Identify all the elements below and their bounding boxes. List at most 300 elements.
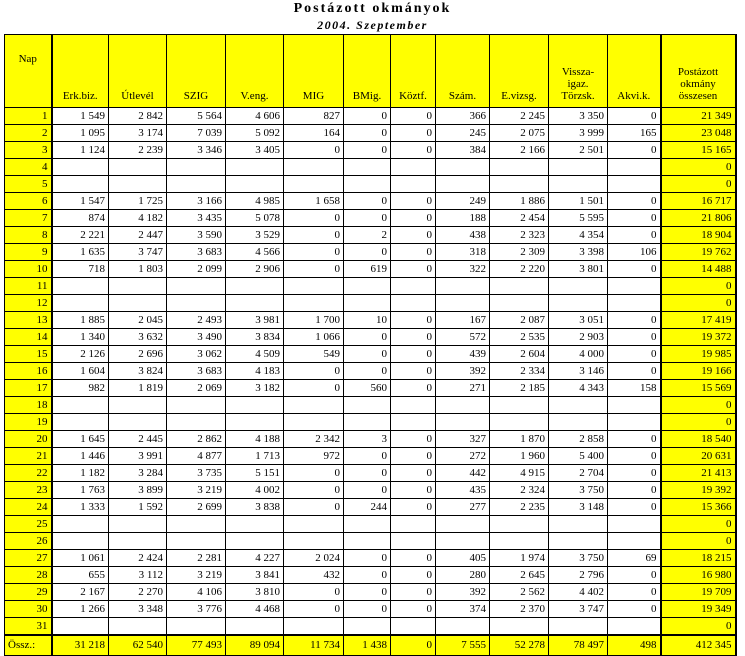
day-cell: 16 (5, 363, 52, 380)
table-row (5, 465, 736, 482)
value-cell-akvik (608, 278, 661, 295)
value-cell-visszaig: 3 750 (549, 482, 608, 499)
value-cell-akvik: 69 (608, 550, 661, 567)
day-cell: 23 (5, 482, 52, 499)
value-cell-szam (436, 516, 490, 533)
table-row (5, 601, 736, 618)
value-cell-akvik (608, 397, 661, 414)
value-cell-evizs: 2 323 (490, 227, 549, 244)
value-cell-utl: 4 182 (109, 210, 167, 227)
value-cell-utl: 2 270 (109, 584, 167, 601)
value-cell-erk (52, 414, 109, 431)
value-cell-erk: 2 221 (52, 227, 109, 244)
value-cell-evizs: 1 960 (490, 448, 549, 465)
column-header-erk: Erk.biz. (52, 35, 109, 108)
value-cell-veng (226, 533, 284, 550)
value-cell-szam (436, 159, 490, 176)
value-cell-visszaig: 4 343 (549, 380, 608, 397)
value-cell-szig: 4 106 (167, 584, 226, 601)
value-cell-akvik (608, 176, 661, 193)
value-cell-koztf: 0 (391, 380, 436, 397)
value-cell-evizs (490, 414, 549, 431)
value-cell-veng: 4 468 (226, 601, 284, 618)
value-cell-szam: 188 (436, 210, 490, 227)
value-cell-utl: 1 725 (109, 193, 167, 210)
value-cell-szig: 5 564 (167, 108, 226, 125)
value-cell-evizs (490, 295, 549, 312)
report-table (4, 34, 737, 656)
value-cell-erk: 1 124 (52, 142, 109, 159)
value-cell-mig: 972 (284, 448, 344, 465)
day-cell: 4 (5, 159, 52, 176)
value-cell-szam: 392 (436, 584, 490, 601)
value-cell-szam: 435 (436, 482, 490, 499)
table-row (5, 142, 736, 159)
value-cell-akvik: 0 (608, 142, 661, 159)
value-cell-koztf: 0 (391, 448, 436, 465)
value-cell-evizs: 2 645 (490, 567, 549, 584)
row-total-cell: 23 048 (661, 125, 736, 142)
row-total-cell: 20 631 (661, 448, 736, 465)
value-cell-szig (167, 414, 226, 431)
day-cell: 30 (5, 601, 52, 618)
value-cell-utl (109, 397, 167, 414)
column-header-szig: SZIG (167, 35, 226, 108)
value-cell-evizs: 2 324 (490, 482, 549, 499)
value-cell-utl: 3 747 (109, 244, 167, 261)
report-table-wrapper (4, 34, 737, 656)
value-cell-szam: 327 (436, 431, 490, 448)
row-total-cell: 18 540 (661, 431, 736, 448)
value-cell-akvik: 106 (608, 244, 661, 261)
day-cell: 15 (5, 346, 52, 363)
value-cell-koztf (391, 278, 436, 295)
row-total-cell: 16 717 (661, 193, 736, 210)
value-cell-mig: 0 (284, 142, 344, 159)
row-total-cell: 21 413 (661, 465, 736, 482)
value-cell-koztf: 0 (391, 142, 436, 159)
value-cell-koztf: 0 (391, 499, 436, 516)
value-cell-bmig: 0 (344, 142, 391, 159)
summary-value-utl: 62 540 (109, 635, 167, 656)
value-cell-utl: 3 284 (109, 465, 167, 482)
value-cell-visszaig: 5 400 (549, 448, 608, 465)
table-row (5, 397, 736, 414)
row-total-cell: 0 (661, 414, 736, 431)
value-cell-veng: 3 841 (226, 567, 284, 584)
table-row (5, 193, 736, 210)
value-cell-veng: 4 183 (226, 363, 284, 380)
value-cell-bmig: 0 (344, 601, 391, 618)
value-cell-erk: 1 763 (52, 482, 109, 499)
column-header-mig: MIG (284, 35, 344, 108)
value-cell-akvik: 0 (608, 448, 661, 465)
value-cell-visszaig: 4 000 (549, 346, 608, 363)
value-cell-visszaig (549, 533, 608, 550)
value-cell-visszaig: 1 501 (549, 193, 608, 210)
value-cell-erk: 1 547 (52, 193, 109, 210)
row-total-cell: 15 165 (661, 142, 736, 159)
table-row (5, 278, 736, 295)
table-row (5, 363, 736, 380)
value-cell-visszaig (549, 618, 608, 636)
day-cell: 13 (5, 312, 52, 329)
value-cell-szig: 2 281 (167, 550, 226, 567)
value-cell-szig: 3 490 (167, 329, 226, 346)
table-row (5, 329, 736, 346)
value-cell-veng (226, 516, 284, 533)
value-cell-koztf: 0 (391, 261, 436, 278)
day-cell: 24 (5, 499, 52, 516)
value-cell-bmig (344, 618, 391, 636)
value-cell-bmig: 3 (344, 431, 391, 448)
value-cell-utl: 3 348 (109, 601, 167, 618)
table-row (5, 159, 736, 176)
value-cell-szam (436, 295, 490, 312)
value-cell-szam (436, 278, 490, 295)
table-row (5, 227, 736, 244)
day-cell: 19 (5, 414, 52, 431)
value-cell-evizs: 1 870 (490, 431, 549, 448)
value-cell-utl (109, 159, 167, 176)
value-cell-szig: 3 219 (167, 567, 226, 584)
value-cell-akvik: 165 (608, 125, 661, 142)
row-total-cell: 0 (661, 618, 736, 636)
value-cell-erk (52, 533, 109, 550)
table-row (5, 550, 736, 567)
value-cell-szig (167, 295, 226, 312)
value-cell-bmig (344, 414, 391, 431)
value-cell-erk: 2 126 (52, 346, 109, 363)
value-cell-veng: 4 002 (226, 482, 284, 499)
day-cell: 14 (5, 329, 52, 346)
value-cell-szam: 384 (436, 142, 490, 159)
value-cell-szam: 392 (436, 363, 490, 380)
value-cell-akvik: 0 (608, 261, 661, 278)
value-cell-bmig: 0 (344, 550, 391, 567)
value-cell-akvik (608, 159, 661, 176)
value-cell-akvik: 0 (608, 601, 661, 618)
value-cell-bmig: 560 (344, 380, 391, 397)
value-cell-szam (436, 533, 490, 550)
value-cell-bmig (344, 397, 391, 414)
value-cell-evizs (490, 278, 549, 295)
value-cell-visszaig: 3 350 (549, 108, 608, 125)
value-cell-veng (226, 414, 284, 431)
value-cell-visszaig: 3 398 (549, 244, 608, 261)
day-cell: 9 (5, 244, 52, 261)
value-cell-erk: 718 (52, 261, 109, 278)
value-cell-szig: 7 039 (167, 125, 226, 142)
value-cell-evizs: 2 454 (490, 210, 549, 227)
value-cell-bmig: 0 (344, 465, 391, 482)
column-header-nap: Nap (5, 35, 52, 108)
value-cell-utl: 3 112 (109, 567, 167, 584)
value-cell-szam: 322 (436, 261, 490, 278)
value-cell-szam (436, 176, 490, 193)
value-cell-utl: 3 174 (109, 125, 167, 142)
value-cell-koztf (391, 618, 436, 636)
value-cell-akvik: 0 (608, 312, 661, 329)
value-cell-evizs (490, 159, 549, 176)
day-cell: 17 (5, 380, 52, 397)
day-cell: 28 (5, 567, 52, 584)
value-cell-szig: 3 683 (167, 363, 226, 380)
value-cell-erk (52, 278, 109, 295)
value-cell-bmig: 0 (344, 193, 391, 210)
value-cell-szig: 3 062 (167, 346, 226, 363)
row-total-cell: 0 (661, 397, 736, 414)
value-cell-koztf: 0 (391, 210, 436, 227)
day-cell: 6 (5, 193, 52, 210)
value-cell-szig: 2 099 (167, 261, 226, 278)
table-row (5, 261, 736, 278)
column-header-szam: Szám. (436, 35, 490, 108)
value-cell-szig (167, 176, 226, 193)
value-cell-bmig: 244 (344, 499, 391, 516)
value-cell-utl: 2 696 (109, 346, 167, 363)
table-body (5, 108, 736, 656)
value-cell-evizs: 1 974 (490, 550, 549, 567)
summary-grand-total: 412 345 (661, 635, 736, 656)
value-cell-erk: 1 266 (52, 601, 109, 618)
value-cell-visszaig: 2 796 (549, 567, 608, 584)
value-cell-veng (226, 176, 284, 193)
value-cell-visszaig: 4 354 (549, 227, 608, 244)
value-cell-akvik: 0 (608, 193, 661, 210)
value-cell-utl: 3 991 (109, 448, 167, 465)
column-header-veng: V.eng. (226, 35, 284, 108)
value-cell-mig: 432 (284, 567, 344, 584)
value-cell-veng: 3 981 (226, 312, 284, 329)
value-cell-mig (284, 618, 344, 636)
value-cell-veng: 4 985 (226, 193, 284, 210)
summary-value-visszaig: 78 497 (549, 635, 608, 656)
value-cell-koztf: 0 (391, 584, 436, 601)
value-cell-mig: 0 (284, 244, 344, 261)
row-total-cell: 14 488 (661, 261, 736, 278)
day-cell: 1 (5, 108, 52, 125)
value-cell-bmig: 0 (344, 210, 391, 227)
value-cell-veng: 3 838 (226, 499, 284, 516)
value-cell-visszaig: 2 858 (549, 431, 608, 448)
value-cell-szam: 245 (436, 125, 490, 142)
summary-value-veng: 89 094 (226, 635, 284, 656)
value-cell-erk: 1 604 (52, 363, 109, 380)
page-subtitle: 2004. Szeptember (317, 18, 428, 32)
value-cell-akvik (608, 533, 661, 550)
value-cell-mig: 0 (284, 380, 344, 397)
value-cell-bmig: 0 (344, 125, 391, 142)
value-cell-mig: 827 (284, 108, 344, 125)
value-cell-akvik: 0 (608, 227, 661, 244)
value-cell-evizs: 2 166 (490, 142, 549, 159)
column-header-koztf: Köztf. (391, 35, 436, 108)
row-total-cell: 17 419 (661, 312, 736, 329)
value-cell-utl: 3 632 (109, 329, 167, 346)
value-cell-akvik (608, 414, 661, 431)
value-cell-akvik: 158 (608, 380, 661, 397)
value-cell-koztf (391, 176, 436, 193)
value-cell-mig: 0 (284, 363, 344, 380)
column-header-akvik: Akvi.k. (608, 35, 661, 108)
value-cell-erk: 1 095 (52, 125, 109, 142)
value-cell-erk: 1 061 (52, 550, 109, 567)
value-cell-akvik: 0 (608, 499, 661, 516)
value-cell-veng: 5 078 (226, 210, 284, 227)
value-cell-erk: 1 635 (52, 244, 109, 261)
row-total-cell: 0 (661, 516, 736, 533)
value-cell-bmig: 2 (344, 227, 391, 244)
value-cell-szam: 280 (436, 567, 490, 584)
value-cell-utl: 2 447 (109, 227, 167, 244)
day-cell: 25 (5, 516, 52, 533)
row-total-cell: 15 366 (661, 499, 736, 516)
value-cell-erk: 1 333 (52, 499, 109, 516)
value-cell-veng: 1 713 (226, 448, 284, 465)
value-cell-visszaig: 3 051 (549, 312, 608, 329)
value-cell-koztf: 0 (391, 601, 436, 618)
value-cell-koztf: 0 (391, 108, 436, 125)
value-cell-mig: 1 700 (284, 312, 344, 329)
day-cell: 26 (5, 533, 52, 550)
value-cell-utl: 2 045 (109, 312, 167, 329)
value-cell-veng: 3 810 (226, 584, 284, 601)
value-cell-evizs: 2 220 (490, 261, 549, 278)
value-cell-erk (52, 176, 109, 193)
day-cell: 20 (5, 431, 52, 448)
summary-label: Össz.: (5, 635, 52, 656)
value-cell-akvik: 0 (608, 584, 661, 601)
column-header-utl: Útlevél (109, 35, 167, 108)
row-total-cell: 19 349 (661, 601, 736, 618)
table-row (5, 567, 736, 584)
value-cell-visszaig: 2 501 (549, 142, 608, 159)
value-cell-szam: 442 (436, 465, 490, 482)
value-cell-erk (52, 159, 109, 176)
value-cell-veng: 2 906 (226, 261, 284, 278)
value-cell-evizs: 2 235 (490, 499, 549, 516)
value-cell-utl (109, 618, 167, 636)
day-cell: 5 (5, 176, 52, 193)
value-cell-bmig: 0 (344, 482, 391, 499)
value-cell-szam: 272 (436, 448, 490, 465)
value-cell-bmig: 0 (344, 567, 391, 584)
day-cell: 2 (5, 125, 52, 142)
value-cell-koztf: 0 (391, 465, 436, 482)
row-total-cell: 0 (661, 533, 736, 550)
value-cell-veng (226, 159, 284, 176)
value-cell-evizs: 2 075 (490, 125, 549, 142)
value-cell-koztf: 0 (391, 227, 436, 244)
value-cell-koztf: 0 (391, 482, 436, 499)
column-header-visszaig: Vissza-igaz. Törzsk. (549, 35, 608, 108)
value-cell-utl (109, 516, 167, 533)
value-cell-veng (226, 397, 284, 414)
value-cell-bmig: 0 (344, 346, 391, 363)
page-title: Postázott okmányok (293, 1, 452, 16)
row-total-cell: 19 709 (661, 584, 736, 601)
row-total-cell: 18 904 (661, 227, 736, 244)
value-cell-szam: 277 (436, 499, 490, 516)
value-cell-szam: 366 (436, 108, 490, 125)
value-cell-akvik: 0 (608, 346, 661, 363)
value-cell-veng (226, 278, 284, 295)
value-cell-mig (284, 397, 344, 414)
day-cell: 8 (5, 227, 52, 244)
value-cell-veng: 3 405 (226, 142, 284, 159)
value-cell-koztf: 0 (391, 550, 436, 567)
value-cell-bmig: 0 (344, 448, 391, 465)
table-row (5, 431, 736, 448)
value-cell-akvik: 0 (608, 465, 661, 482)
value-cell-koztf: 0 (391, 431, 436, 448)
value-cell-mig (284, 159, 344, 176)
value-cell-koztf (391, 397, 436, 414)
value-cell-erk: 2 167 (52, 584, 109, 601)
table-row (5, 210, 736, 227)
row-total-cell: 19 166 (661, 363, 736, 380)
value-cell-szig (167, 278, 226, 295)
value-cell-veng: 3 529 (226, 227, 284, 244)
table-row (5, 414, 736, 431)
value-cell-bmig (344, 159, 391, 176)
value-cell-bmig: 0 (344, 584, 391, 601)
row-total-cell: 21 349 (661, 108, 736, 125)
value-cell-szig: 2 493 (167, 312, 226, 329)
table-row (5, 618, 736, 636)
value-cell-evizs: 2 087 (490, 312, 549, 329)
table-row (5, 533, 736, 550)
value-cell-mig: 0 (284, 210, 344, 227)
value-cell-erk: 1 645 (52, 431, 109, 448)
value-cell-szig: 2 069 (167, 380, 226, 397)
value-cell-veng: 4 566 (226, 244, 284, 261)
value-cell-koztf (391, 295, 436, 312)
day-cell: 29 (5, 584, 52, 601)
value-cell-szig (167, 533, 226, 550)
row-total-cell: 0 (661, 295, 736, 312)
value-cell-erk: 1 885 (52, 312, 109, 329)
value-cell-akvik: 0 (608, 210, 661, 227)
value-cell-veng: 4 509 (226, 346, 284, 363)
value-cell-mig: 0 (284, 584, 344, 601)
value-cell-akvik: 0 (608, 431, 661, 448)
value-cell-szig (167, 516, 226, 533)
value-cell-szam: 271 (436, 380, 490, 397)
value-cell-bmig (344, 516, 391, 533)
value-cell-koztf: 0 (391, 244, 436, 261)
value-cell-akvik (608, 295, 661, 312)
value-cell-evizs: 2 185 (490, 380, 549, 397)
row-total-cell: 15 569 (661, 380, 736, 397)
value-cell-szam: 318 (436, 244, 490, 261)
value-cell-utl: 3 824 (109, 363, 167, 380)
value-cell-erk (52, 397, 109, 414)
column-header-bmig: BMig. (344, 35, 391, 108)
row-total-cell: 21 806 (661, 210, 736, 227)
value-cell-evizs (490, 176, 549, 193)
value-cell-koztf (391, 159, 436, 176)
row-total-cell: 19 985 (661, 346, 736, 363)
value-cell-utl: 1 592 (109, 499, 167, 516)
value-cell-szam (436, 397, 490, 414)
value-cell-evizs: 4 915 (490, 465, 549, 482)
value-cell-szam (436, 618, 490, 636)
table-row (5, 448, 736, 465)
value-cell-szig (167, 618, 226, 636)
table-row (5, 125, 736, 142)
